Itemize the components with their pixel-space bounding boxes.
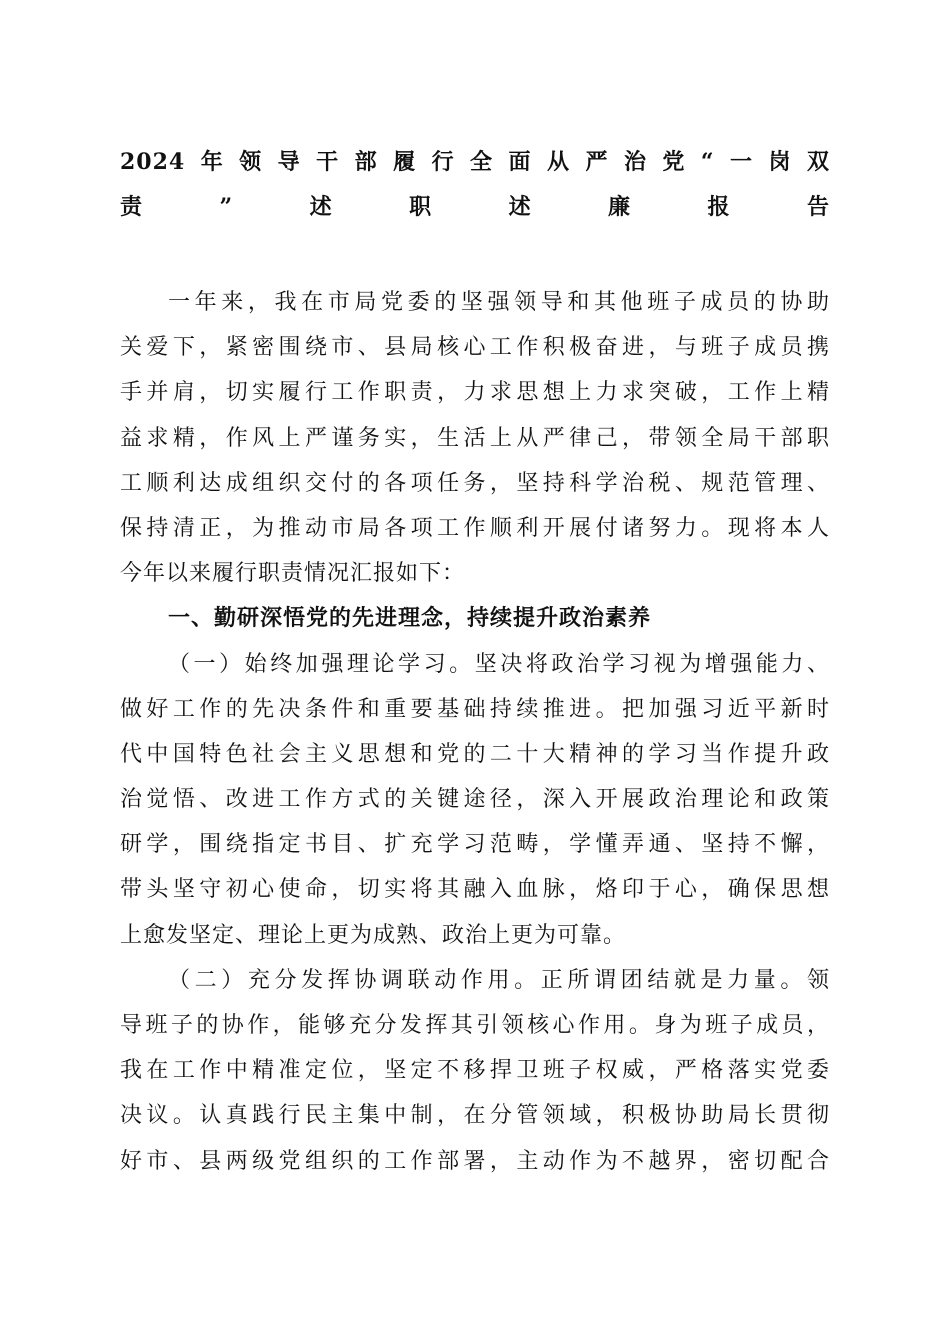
text-line: 手并肩，切实履行工作职责，力求思想上力求突破，工作上精 — [120, 380, 830, 406]
text-line: （一）始终加强理论学习。坚决将政治学习视为增强能力、 — [168, 651, 830, 677]
title-line-2: 责”述职述廉报告 — [120, 194, 830, 221]
document-title — [120, 140, 830, 230]
text-line: 导班子的协作，能够充分发挥其引领核心作用。身为班子成员， — [120, 1013, 830, 1038]
text-line: （二）充分发挥协调联动作用。正所谓团结就是力量。领 — [168, 967, 830, 993]
text-line: 益求精，作风上严谨务实，生活上从严律己，带领全局干部职 — [120, 425, 830, 451]
heading-line: 一、勤研深悟党的先进理念，持续提升政治素养 — [168, 606, 652, 632]
text-line: 治觉悟、改进工作方式的关键途径，深入开展政治理论和政策 — [120, 787, 830, 813]
text-line: 研学，围绕指定书目、扩充学习范畴，学懂弄通、坚持不懈， — [120, 832, 830, 858]
document-body — [120, 280, 830, 1184]
text-line: 决议。认真践行民主集中制，在分管领域，积极协助局长贯彻 — [120, 1103, 830, 1129]
text-line: 上愈发坚定、理论上更为成熟、政治上更为可靠。 — [120, 922, 627, 948]
title-line-1: 2024年领导干部履行全面从严治党“一岗双 — [120, 149, 830, 175]
paragraph-intro — [120, 280, 830, 596]
text-line: 好市、县两级党组织的工作部署，主动作为不越界，密切配合 — [120, 1148, 830, 1174]
text-line: 做好工作的先决条件和重要基础持续推进。把加强习近平新时 — [120, 696, 830, 722]
paragraph-theory-study — [120, 642, 830, 958]
text-line: 工顺利达成组织交付的各项任务，坚持科学治税、规范管理、 — [120, 470, 830, 496]
text-line: 代中国特色社会主义思想和党的二十大精神的学习当作提升政 — [120, 741, 830, 767]
text-line: 今年以来履行职责情况汇报如下： — [120, 561, 466, 587]
text-line: 一年来，我在市局党委的坚强领导和其他班子成员的协助 — [168, 290, 830, 315]
section-heading — [120, 596, 830, 641]
text-line: 带头坚守初心使命，切实将其融入血脉，烙印于心，确保思想 — [120, 877, 830, 903]
text-line: 我在工作中精准定位，坚定不移捍卫班子权威，严格落实党委 — [120, 1058, 830, 1084]
text-line: 关爱下，紧密围绕市、县局核心工作积极奋进，与班子成员携 — [120, 335, 830, 361]
paragraph-coordination — [120, 958, 830, 1184]
text-line: 保持清正，为推动市局各项工作顺利开展付诸努力。现将本人 — [120, 515, 830, 541]
